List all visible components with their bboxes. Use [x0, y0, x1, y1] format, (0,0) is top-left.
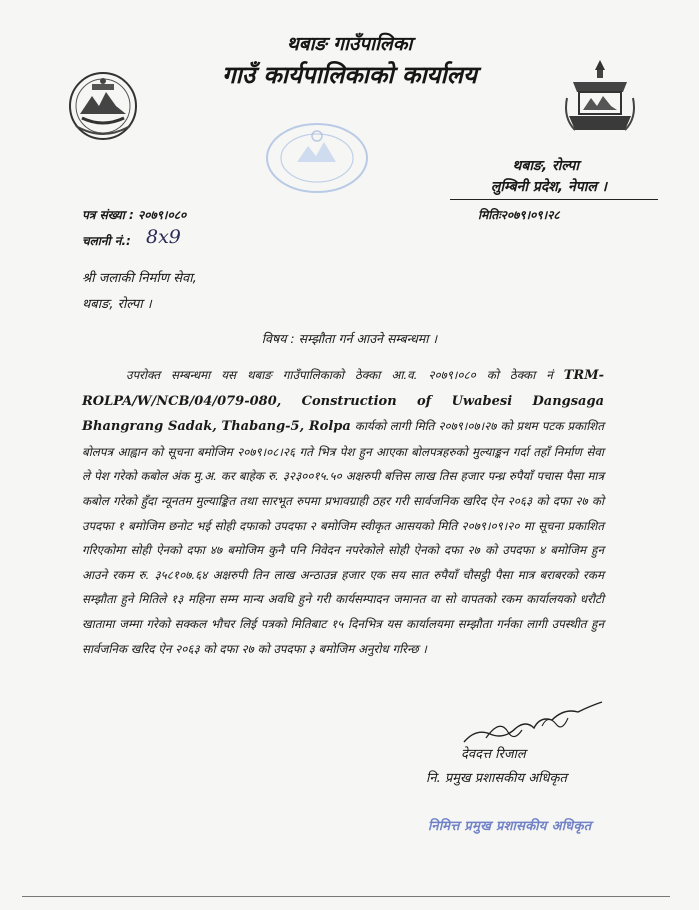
- address-underline: [450, 199, 658, 200]
- dispatch-number-label: चलानी नं.:: [82, 234, 131, 248]
- letter-date: मितिः२०७९।०९।२८: [478, 208, 560, 222]
- office-address-line2: लुम्बिनी प्रदेश, नेपाल ।: [490, 179, 607, 195]
- office-name: गाउँ कार्यपालिकाको कार्यालय: [222, 60, 477, 89]
- municipality-name: थबाङ गाउँपालिका: [286, 33, 413, 55]
- dispatch-number-handwritten: 8x9: [146, 226, 181, 248]
- body-intro: उपरोक्त सम्बन्धमा यस थबाङ गाउँपालिकाको ठेक्का आ.व. २०७९।०८० को ठेक्का नं: [126, 368, 553, 382]
- official-seal-stamp-icon: [262, 118, 372, 198]
- footer-line: [22, 896, 670, 897]
- letter-subject: विषय : सम्झौता गर्न आउने सम्बन्धमा ।: [261, 331, 438, 346]
- handwritten-signature-icon: [456, 698, 606, 748]
- recipient-name: श्री जलाकी निर्माण सेवा,: [82, 271, 197, 286]
- recipient-address: थबाङ, रोल्पा ।: [82, 297, 152, 312]
- letter-body: [82, 363, 604, 661]
- acting-officer-stamp: निमित्त प्रमुख प्रशासकीय अधिकृत: [428, 819, 592, 834]
- body-main: कार्यको लागी मिति २०७९।०७।२७ को प्रथम पटक प्रकाशित बोलपत्र आह्वान को सूचना बमोजिम २०७९।०८।२६ गते भित्र पेश हुन आएका बोलपत्रहरुको मुल्याङ्कन गर्दा तहाँ निर्माण सेवा ले पेश गरेको कबोल अंक मु.अ. कर बाहेक रु. ३२३००१५.५० अक्षरुपी बत्तिस लाख तिस हजार पन्ध्र रुपैयाँ पचास पैसा मात्र कबोल गरेको हुँदा न्यूनतम मुल्याङ्कित तथा सारभूत रुपमा प्रभावग्राही ठहर गरी सार्वजनिक खरिद ऐन २०६३ को दफा २७ को उपदफा १ बमोजिम छनोट भई सोही दफाको उपदफा २ बमोजिम स्वीकृत आसयको मिति २०७९।०९।२० मा सूचना प्रकाशित गरिएकोमा सोही ऐनको दफा ४७ बमोजिम कुनै पनि निवेदन नपरेकोले सोही ऐनको दफा २७ को उपदफा ४ बमोजिम हुन आउने रकम रु. ३५८१०७.६४ अक्षरुपी तिन लाख अन्ठाउन्न हजार एक सय सात रुपैयाँ चौसट्ठी पैसा मात्र बराबरको रकम सम्झौता हुने मितिले १३ महिना सम्म मान्य अवधि हुने गरी कार्यसम्पादन जमानत वा सो वापतको रकम कार्यालयको धरौटी खातामा जम्मा गरेको सक्कल भौचर लिई पत्रको मितिबाट १५ दिनभित्र यस कार्यालयमा सम्झौता गर्नका लागी उपस्थीत हुन सार्वजनिक खरिद ऐन २०६३ को दफा २७ को उपदफा ३ बमोजिम अनुरोध गरिन्छ ।: [82, 419, 604, 656]
- project-reference: TRM-ROLPA/W/NCB/04/079-080, Construction of Uwabesi Dangsaga Bhangrang Sadak, Thabang-5, Rolpa: [82, 368, 604, 435]
- office-address-line1: थबाङ, रोल्पा: [512, 158, 579, 174]
- signatory-name: देवदत्त रिजाल: [461, 747, 526, 762]
- letter-number: पत्र संख्या : २०७९।०८०: [82, 208, 187, 222]
- signatory-title: नि. प्रमुख प्रशासकीय अधिकृत: [426, 771, 567, 786]
